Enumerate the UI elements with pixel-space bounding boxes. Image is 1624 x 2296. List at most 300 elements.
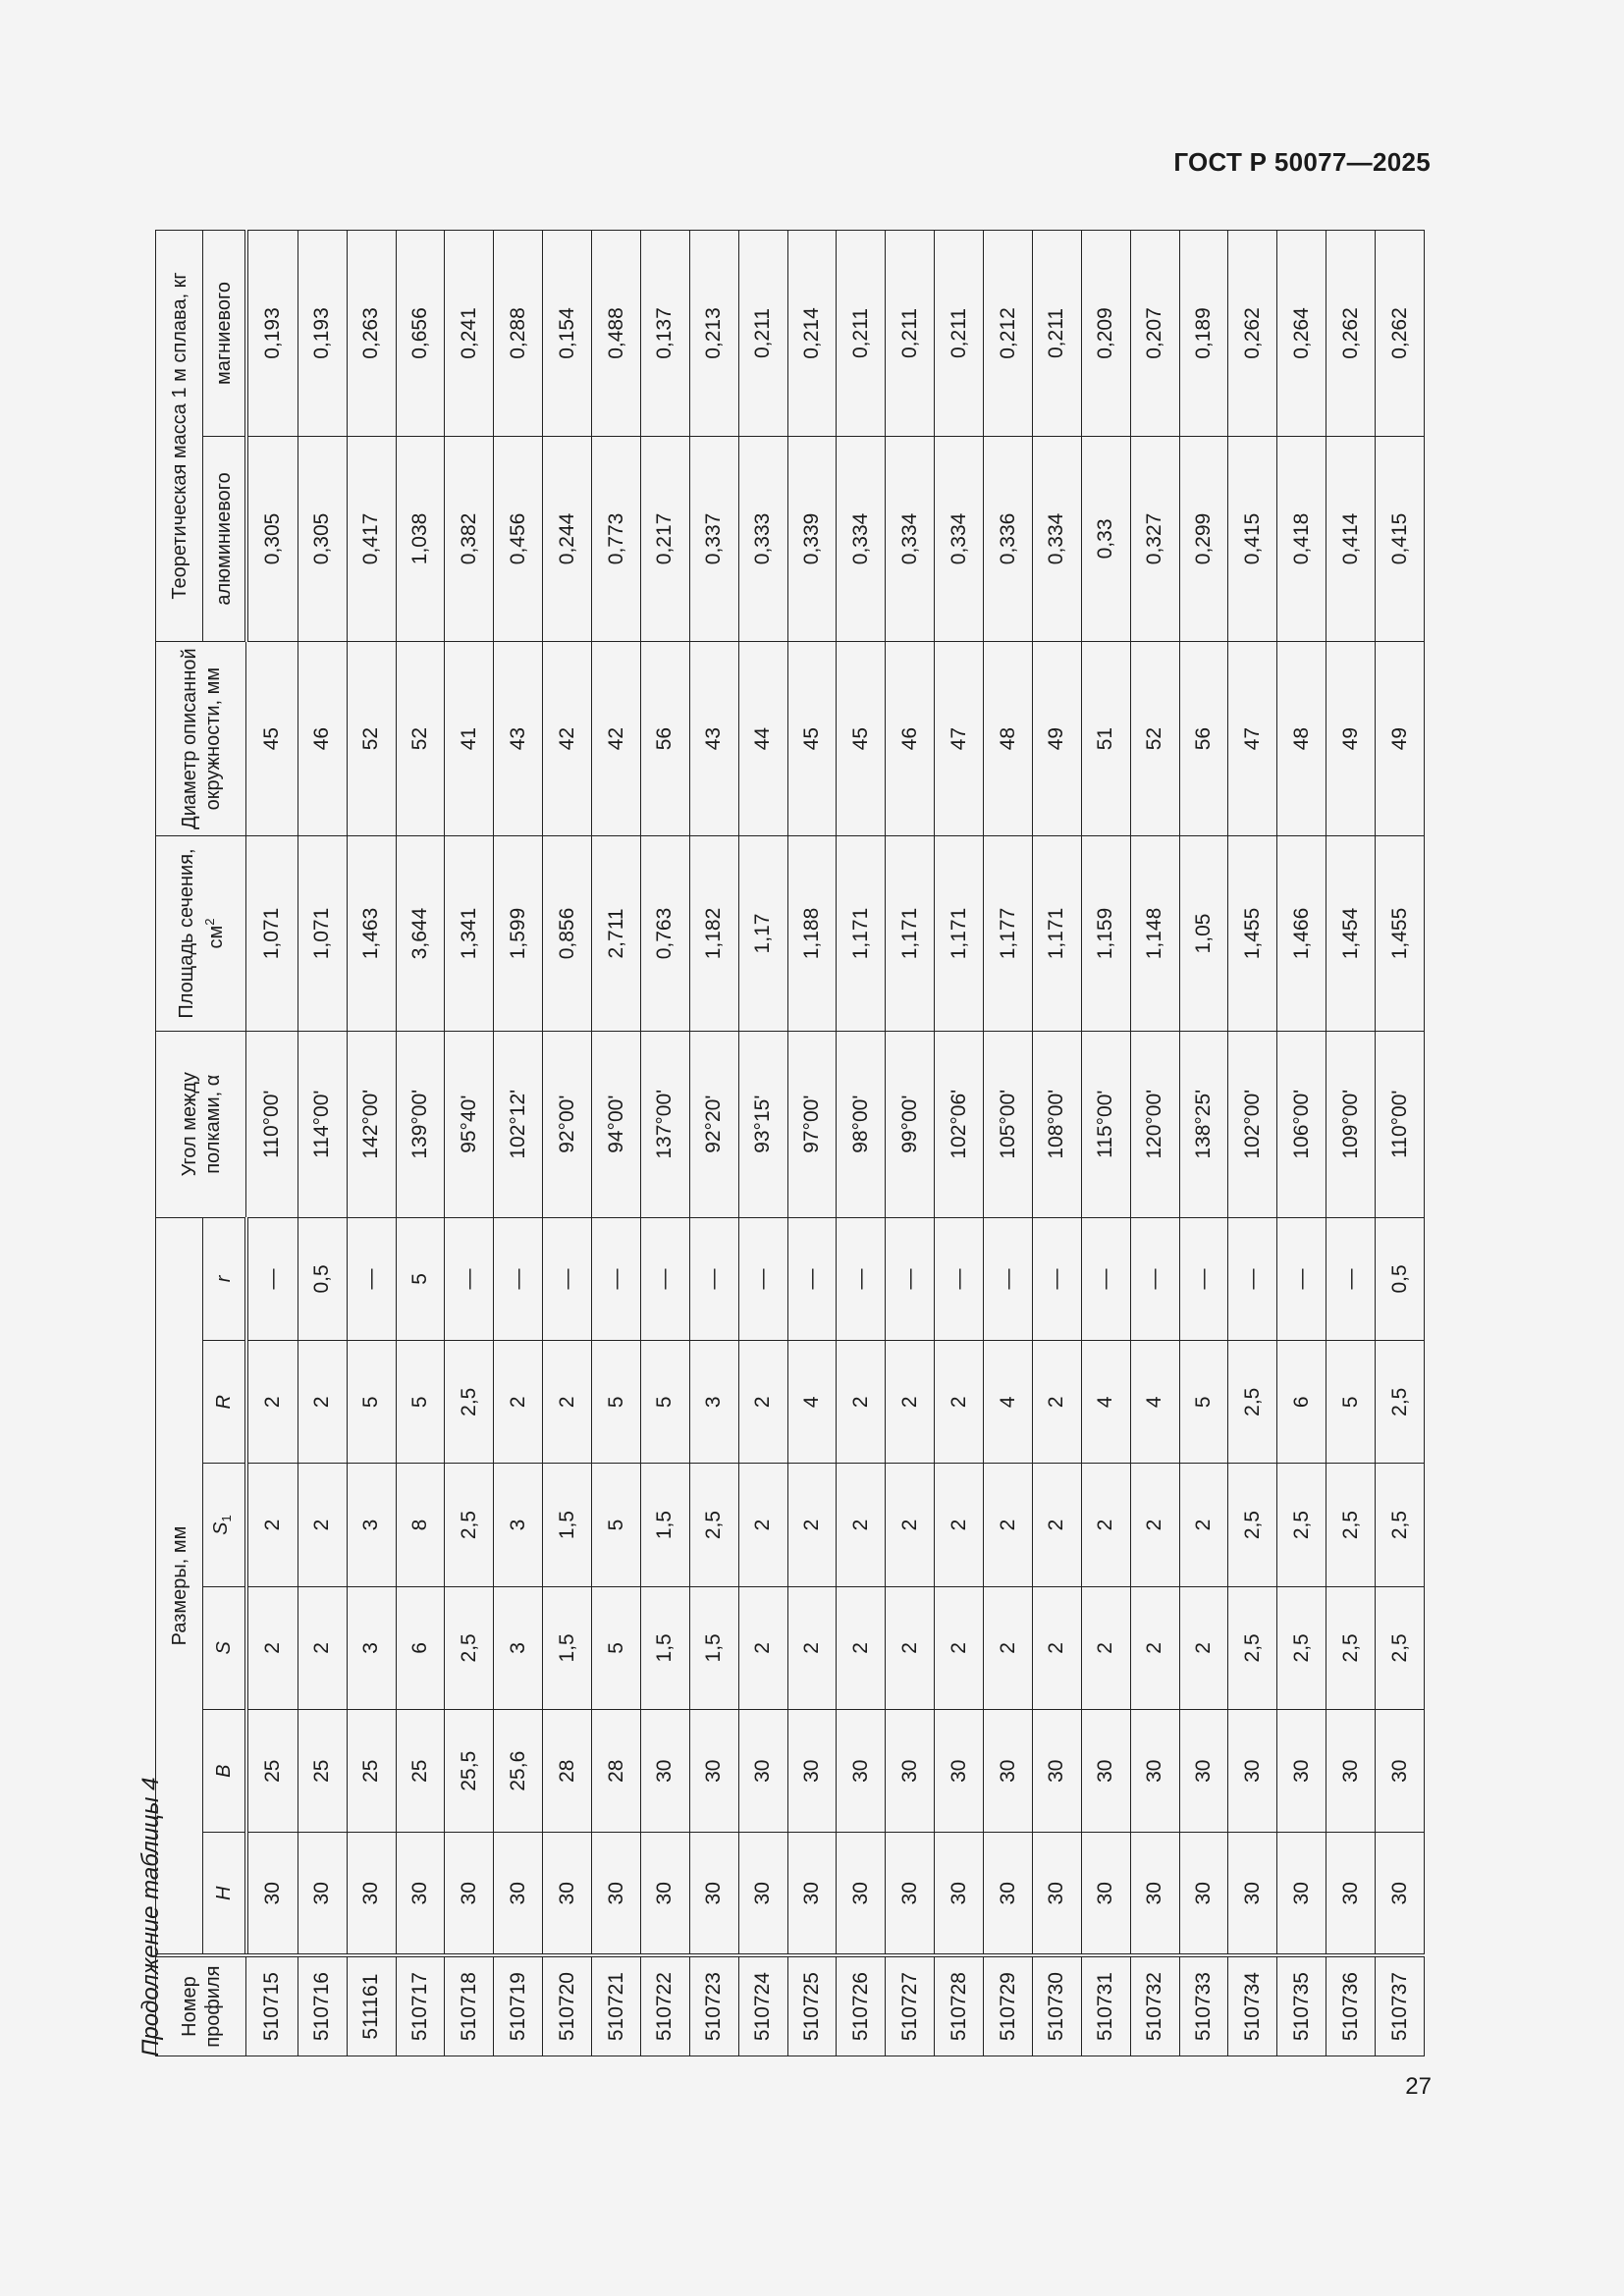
cell-area: 0,763	[640, 836, 689, 1031]
cell-profile-number: 510737	[1376, 1955, 1425, 2056]
cell-diameter: 46	[298, 641, 347, 835]
cell-R: 5	[1179, 1341, 1228, 1464]
cell-R: 2	[738, 1341, 787, 1464]
cell-R: 2	[837, 1341, 886, 1464]
cell-r: —	[347, 1217, 396, 1340]
cell-aluminum-mass: 0,333	[738, 437, 787, 642]
cell-profile-number: 510731	[1081, 1955, 1130, 2056]
header-r: r	[203, 1217, 246, 1340]
cell-profile-number: 510735	[1277, 1955, 1326, 2056]
cell-magnesium-mass: 0,193	[246, 231, 298, 437]
cell-S1: 2	[1032, 1464, 1081, 1586]
cell-angle: 102°12'	[494, 1031, 543, 1217]
cell-B: 30	[1081, 1710, 1130, 1833]
cell-magnesium-mass: 0,207	[1130, 231, 1179, 437]
table-row	[246, 231, 298, 2056]
cell-profile-number: 510728	[935, 1955, 984, 2056]
cell-R: 2,5	[1228, 1341, 1277, 1464]
cell-r: —	[1326, 1217, 1376, 1340]
cell-B: 30	[886, 1710, 935, 1833]
cell-magnesium-mass: 0,211	[886, 231, 935, 437]
cell-magnesium-mass: 0,241	[445, 231, 494, 437]
cell-diameter: 51	[1081, 641, 1130, 835]
cell-H: 30	[445, 1833, 494, 1955]
cell-S1: 1,5	[640, 1464, 689, 1586]
cell-aluminum-mass: 0,305	[246, 437, 298, 642]
header-mass: Теоретическая масса 1 м сплава, кг	[156, 231, 203, 642]
cell-B: 25	[396, 1710, 445, 1833]
table-row	[1179, 231, 1228, 2056]
header-aluminum: алюминиевого	[203, 437, 246, 642]
cell-H: 30	[592, 1833, 641, 1955]
cell-aluminum-mass: 0,414	[1326, 437, 1376, 642]
cell-area: 1,463	[347, 836, 396, 1031]
cell-area: 3,644	[396, 836, 445, 1031]
cell-B: 30	[984, 1710, 1033, 1833]
cell-diameter: 43	[494, 641, 543, 835]
cell-B: 30	[640, 1710, 689, 1833]
cell-S: 2	[787, 1586, 837, 1709]
table-row	[1326, 231, 1376, 2056]
cell-B: 28	[543, 1710, 592, 1833]
cell-angle: 102°06'	[935, 1031, 984, 1217]
cell-S: 2	[1179, 1586, 1228, 1709]
cell-R: 2	[246, 1341, 298, 1464]
cell-R: 2	[935, 1341, 984, 1464]
cell-H: 30	[935, 1833, 984, 1955]
cell-diameter: 47	[935, 641, 984, 835]
cell-magnesium-mass: 0,211	[935, 231, 984, 437]
cell-profile-number: 510734	[1228, 1955, 1277, 2056]
cell-r: —	[1081, 1217, 1130, 1340]
cell-B: 30	[1179, 1710, 1228, 1833]
cell-S: 6	[396, 1586, 445, 1709]
table-row	[640, 231, 689, 2056]
cell-S1: 2	[837, 1464, 886, 1586]
cell-S1: 2,5	[689, 1464, 738, 1586]
cell-B: 30	[935, 1710, 984, 1833]
cell-profile-number: 510719	[494, 1955, 543, 2056]
cell-aluminum-mass: 0,418	[1277, 437, 1326, 642]
cell-diameter: 45	[837, 641, 886, 835]
cell-S: 2	[935, 1586, 984, 1709]
cell-magnesium-mass: 0,288	[494, 231, 543, 437]
cell-R: 4	[984, 1341, 1033, 1464]
cell-r: —	[1032, 1217, 1081, 1340]
header-R: R	[203, 1341, 246, 1464]
cell-area: 1,071	[246, 836, 298, 1031]
cell-r: —	[738, 1217, 787, 1340]
cell-S1: 2,5	[1277, 1464, 1326, 1586]
cell-angle: 95°40'	[445, 1031, 494, 1217]
cell-diameter: 46	[886, 641, 935, 835]
cell-profile-number: 510727	[886, 1955, 935, 2056]
cell-r: —	[1130, 1217, 1179, 1340]
table-row	[494, 231, 543, 2056]
cell-S: 2,5	[445, 1586, 494, 1709]
profiles-table	[155, 230, 1425, 2056]
cell-B: 30	[1032, 1710, 1081, 1833]
cell-R: 2	[886, 1341, 935, 1464]
cell-angle: 142°00'	[347, 1031, 396, 1217]
cell-profile-number: 510736	[1326, 1955, 1376, 2056]
cell-magnesium-mass: 0,262	[1228, 231, 1277, 437]
cell-profile-number: 510721	[592, 1955, 641, 2056]
table-row	[1228, 231, 1277, 2056]
cell-aluminum-mass: 0,305	[298, 437, 347, 642]
cell-S: 2	[1081, 1586, 1130, 1709]
cell-magnesium-mass: 0,262	[1376, 231, 1425, 437]
cell-R: 2	[543, 1341, 592, 1464]
cell-profile-number: 510730	[1032, 1955, 1081, 2056]
cell-angle: 139°00'	[396, 1031, 445, 1217]
table-row	[689, 231, 738, 2056]
cell-H: 30	[1376, 1833, 1425, 1955]
cell-B: 30	[1376, 1710, 1425, 1833]
cell-area: 1,171	[935, 836, 984, 1031]
cell-angle: 115°00'	[1081, 1031, 1130, 1217]
cell-area: 1,05	[1179, 836, 1228, 1031]
cell-area: 1,466	[1277, 836, 1326, 1031]
cell-diameter: 45	[246, 641, 298, 835]
cell-S1: 2	[886, 1464, 935, 1586]
cell-r: 5	[396, 1217, 445, 1340]
cell-H: 30	[1277, 1833, 1326, 1955]
cell-S1: 1,5	[543, 1464, 592, 1586]
header-area	[156, 836, 246, 1031]
cell-r: —	[1277, 1217, 1326, 1340]
cell-B: 30	[689, 1710, 738, 1833]
table-row	[445, 231, 494, 2056]
cell-area: 1,188	[787, 836, 837, 1031]
cell-diameter: 43	[689, 641, 738, 835]
cell-area: 1,455	[1376, 836, 1425, 1031]
cell-angle: 92°00'	[543, 1031, 592, 1217]
cell-diameter: 49	[1326, 641, 1376, 835]
cell-aluminum-mass: 0,33	[1081, 437, 1130, 642]
cell-profile-number: 510722	[640, 1955, 689, 2056]
cell-aluminum-mass: 0,336	[984, 437, 1033, 642]
cell-profile-number: 511161	[347, 1955, 396, 2056]
cell-B: 30	[1228, 1710, 1277, 1833]
cell-diameter: 45	[787, 641, 837, 835]
cell-magnesium-mass: 0,211	[837, 231, 886, 437]
cell-S: 1,5	[640, 1586, 689, 1709]
cell-angle: 99°00'	[886, 1031, 935, 1217]
header-dimensions: Размеры, мм	[156, 1217, 203, 1955]
cell-H: 30	[787, 1833, 837, 1955]
cell-diameter: 52	[1130, 641, 1179, 835]
cell-r: —	[640, 1217, 689, 1340]
cell-profile-number: 510732	[1130, 1955, 1179, 2056]
cell-profile-number: 510718	[445, 1955, 494, 2056]
cell-diameter: 44	[738, 641, 787, 835]
table-row	[347, 231, 396, 2056]
cell-r: 0,5	[298, 1217, 347, 1340]
cell-R: 5	[640, 1341, 689, 1464]
cell-angle: 98°00'	[837, 1031, 886, 1217]
cell-B: 30	[1277, 1710, 1326, 1833]
cell-H: 30	[347, 1833, 396, 1955]
cell-diameter: 48	[984, 641, 1033, 835]
cell-R: 2,5	[445, 1341, 494, 1464]
header-S1	[203, 1464, 246, 1586]
cell-magnesium-mass: 0,214	[787, 231, 837, 437]
cell-B: 25	[246, 1710, 298, 1833]
cell-R: 2	[1032, 1341, 1081, 1464]
cell-S: 2	[1130, 1586, 1179, 1709]
cell-S: 5	[592, 1586, 641, 1709]
cell-S: 2	[246, 1586, 298, 1709]
cell-H: 30	[543, 1833, 592, 1955]
cell-S1: 2,5	[1376, 1464, 1425, 1586]
cell-S: 2	[886, 1586, 935, 1709]
header-S1-sub: 1	[218, 1515, 234, 1522]
table-header	[156, 231, 246, 2056]
cell-R: 2,5	[1376, 1341, 1425, 1464]
table-caption: Продолжение таблицы 4	[137, 1777, 164, 2056]
cell-profile-number: 510723	[689, 1955, 738, 2056]
cell-r: —	[1179, 1217, 1228, 1340]
cell-S: 2	[984, 1586, 1033, 1709]
cell-S: 2	[837, 1586, 886, 1709]
cell-diameter: 56	[640, 641, 689, 835]
table-row	[837, 231, 886, 2056]
cell-R: 6	[1277, 1341, 1326, 1464]
cell-r: —	[1228, 1217, 1277, 1340]
cell-r: —	[935, 1217, 984, 1340]
cell-H: 30	[246, 1833, 298, 1955]
cell-H: 30	[396, 1833, 445, 1955]
cell-aluminum-mass: 1,038	[396, 437, 445, 642]
cell-S: 3	[494, 1586, 543, 1709]
table-row	[543, 231, 592, 2056]
cell-H: 30	[494, 1833, 543, 1955]
cell-aluminum-mass: 0,217	[640, 437, 689, 642]
cell-S1: 2	[298, 1464, 347, 1586]
cell-area: 1,148	[1130, 836, 1179, 1031]
table-row	[886, 231, 935, 2056]
cell-profile-number: 510733	[1179, 1955, 1228, 2056]
cell-S: 2,5	[1376, 1586, 1425, 1709]
cell-B: 25	[298, 1710, 347, 1833]
cell-area: 1,455	[1228, 836, 1277, 1031]
cell-r: —	[787, 1217, 837, 1340]
cell-S: 1,5	[689, 1586, 738, 1709]
cell-angle: 114°00'	[298, 1031, 347, 1217]
cell-diameter: 48	[1277, 641, 1326, 835]
cell-aluminum-mass: 0,299	[1179, 437, 1228, 642]
cell-angle: 102°00'	[1228, 1031, 1277, 1217]
cell-area: 2,711	[592, 836, 641, 1031]
cell-aluminum-mass: 0,415	[1376, 437, 1425, 642]
cell-diameter: 56	[1179, 641, 1228, 835]
cell-S1: 2	[1081, 1464, 1130, 1586]
cell-H: 30	[886, 1833, 935, 1955]
table-row	[396, 231, 445, 2056]
table-row	[298, 231, 347, 2056]
cell-B: 30	[787, 1710, 837, 1833]
cell-aluminum-mass: 0,334	[886, 437, 935, 642]
cell-area: 1,182	[689, 836, 738, 1031]
cell-profile-number: 510724	[738, 1955, 787, 2056]
cell-S1: 2,5	[1228, 1464, 1277, 1586]
cell-H: 30	[1130, 1833, 1179, 1955]
cell-angle: 110°00'	[246, 1031, 298, 1217]
cell-S1: 2	[935, 1464, 984, 1586]
header-S1-text: S	[209, 1522, 232, 1535]
cell-area: 1,177	[984, 836, 1033, 1031]
cell-r: —	[886, 1217, 935, 1340]
table-row	[1130, 231, 1179, 2056]
cell-profile-number: 510715	[246, 1955, 298, 2056]
cell-r: 0,5	[1376, 1217, 1425, 1340]
cell-angle: 92°20'	[689, 1031, 738, 1217]
cell-S: 2	[738, 1586, 787, 1709]
cell-B: 30	[1130, 1710, 1179, 1833]
cell-diameter: 47	[1228, 641, 1277, 835]
cell-B: 30	[837, 1710, 886, 1833]
page-number: 27	[1405, 2073, 1432, 2100]
table-row	[1081, 231, 1130, 2056]
table-row	[935, 231, 984, 2056]
cell-profile-number: 510729	[984, 1955, 1033, 2056]
cell-S1: 2	[738, 1464, 787, 1586]
cell-H: 30	[1179, 1833, 1228, 1955]
cell-area: 1,171	[886, 836, 935, 1031]
cell-aluminum-mass: 0,415	[1228, 437, 1277, 642]
cell-B: 25,6	[494, 1710, 543, 1833]
cell-S1: 2	[1179, 1464, 1228, 1586]
header-profile-number: Номер профиля	[156, 1955, 246, 2056]
cell-S1: 8	[396, 1464, 445, 1586]
cell-H: 30	[689, 1833, 738, 1955]
cell-angle: 138°25'	[1179, 1031, 1228, 1217]
cell-R: 2	[494, 1341, 543, 1464]
cell-profile-number: 510716	[298, 1955, 347, 2056]
cell-r: —	[689, 1217, 738, 1340]
cell-S: 2,5	[1326, 1586, 1376, 1709]
cell-diameter: 49	[1032, 641, 1081, 835]
cell-magnesium-mass: 0,189	[1179, 231, 1228, 437]
cell-S: 3	[347, 1586, 396, 1709]
cell-r: —	[494, 1217, 543, 1340]
cell-profile-number: 510725	[787, 1955, 837, 2056]
cell-aluminum-mass: 0,334	[837, 437, 886, 642]
header-magnesium: магниевого	[203, 231, 246, 437]
cell-r: —	[543, 1217, 592, 1340]
cell-R: 5	[592, 1341, 641, 1464]
cell-R: 4	[1081, 1341, 1130, 1464]
cell-angle: 120°00'	[1130, 1031, 1179, 1217]
cell-aluminum-mass: 0,327	[1130, 437, 1179, 642]
cell-angle: 110°00'	[1376, 1031, 1425, 1217]
cell-r: —	[445, 1217, 494, 1340]
cell-aluminum-mass: 0,456	[494, 437, 543, 642]
cell-B: 28	[592, 1710, 641, 1833]
cell-aluminum-mass: 0,334	[935, 437, 984, 642]
cell-B: 30	[738, 1710, 787, 1833]
cell-area: 1,341	[445, 836, 494, 1031]
cell-aluminum-mass: 0,382	[445, 437, 494, 642]
cell-H: 30	[1081, 1833, 1130, 1955]
cell-r: —	[837, 1217, 886, 1340]
header-S: S	[203, 1586, 246, 1709]
cell-S1: 3	[494, 1464, 543, 1586]
header-angle: Угол между полками, α	[156, 1031, 246, 1217]
cell-diameter: 49	[1376, 641, 1425, 835]
cell-R: 2	[298, 1341, 347, 1464]
cell-S: 2,5	[1228, 1586, 1277, 1709]
cell-magnesium-mass: 0,193	[298, 231, 347, 437]
cell-profile-number: 510720	[543, 1955, 592, 2056]
cell-angle: 105°00'	[984, 1031, 1033, 1217]
cell-magnesium-mass: 0,154	[543, 231, 592, 437]
cell-S: 2	[298, 1586, 347, 1709]
table-row	[738, 231, 787, 2056]
cell-aluminum-mass: 0,334	[1032, 437, 1081, 642]
cell-magnesium-mass: 0,488	[592, 231, 641, 437]
cell-S1: 2	[246, 1464, 298, 1586]
cell-H: 30	[1032, 1833, 1081, 1955]
cell-S1: 2,5	[1326, 1464, 1376, 1586]
header-B: B	[203, 1710, 246, 1833]
cell-angle: 94°00'	[592, 1031, 641, 1217]
header-area-sup: 2	[201, 918, 217, 926]
cell-S1: 2	[787, 1464, 837, 1586]
cell-magnesium-mass: 0,213	[689, 231, 738, 437]
cell-diameter: 42	[543, 641, 592, 835]
cell-angle: 137°00'	[640, 1031, 689, 1217]
cell-H: 30	[837, 1833, 886, 1955]
cell-magnesium-mass: 0,211	[1032, 231, 1081, 437]
cell-magnesium-mass: 0,263	[347, 231, 396, 437]
table-row	[1032, 231, 1081, 2056]
cell-aluminum-mass: 0,244	[543, 437, 592, 642]
header-area-text: Площадь сечения, см	[175, 848, 227, 1019]
cell-magnesium-mass: 0,212	[984, 231, 1033, 437]
cell-B: 30	[1326, 1710, 1376, 1833]
cell-R: 5	[347, 1341, 396, 1464]
cell-aluminum-mass: 0,337	[689, 437, 738, 642]
cell-aluminum-mass: 0,773	[592, 437, 641, 642]
cell-H: 30	[738, 1833, 787, 1955]
cell-H: 30	[1326, 1833, 1376, 1955]
cell-S1: 2	[984, 1464, 1033, 1586]
cell-R: 4	[1130, 1341, 1179, 1464]
cell-area: 1,159	[1081, 836, 1130, 1031]
cell-R: 5	[396, 1341, 445, 1464]
cell-R: 5	[1326, 1341, 1376, 1464]
cell-diameter: 41	[445, 641, 494, 835]
cell-r: —	[984, 1217, 1033, 1340]
cell-r: —	[592, 1217, 641, 1340]
cell-area: 1,599	[494, 836, 543, 1031]
cell-B: 25	[347, 1710, 396, 1833]
table-row	[1376, 231, 1425, 2056]
cell-diameter: 52	[396, 641, 445, 835]
table-row	[592, 231, 641, 2056]
cell-aluminum-mass: 0,417	[347, 437, 396, 642]
cell-area: 1,454	[1326, 836, 1376, 1031]
document-code: ГОСТ Р 50077—2025	[1173, 147, 1431, 177]
cell-S1: 2,5	[445, 1464, 494, 1586]
cell-H: 30	[640, 1833, 689, 1955]
cell-B: 25,5	[445, 1710, 494, 1833]
cell-angle: 108°00'	[1032, 1031, 1081, 1217]
cell-H: 30	[1228, 1833, 1277, 1955]
table-body	[246, 231, 1425, 2056]
